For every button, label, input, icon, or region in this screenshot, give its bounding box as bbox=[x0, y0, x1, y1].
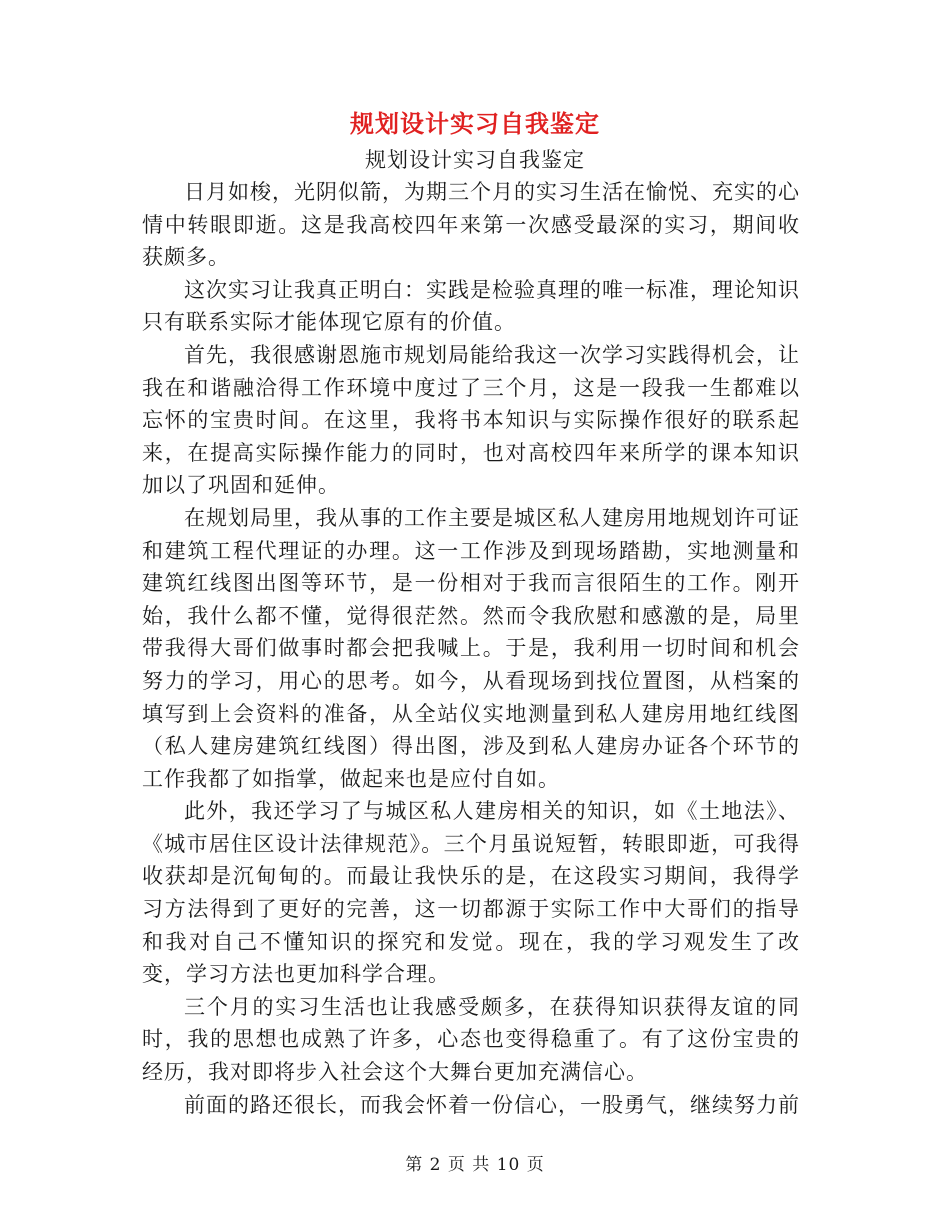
paragraph: 前面的路还很长，而我会怀着一份信心，一股勇气，继续努力前 bbox=[184, 1092, 800, 1117]
footer-suffix: 页 bbox=[526, 1155, 545, 1175]
total-page-count: 10 bbox=[496, 1155, 521, 1175]
paragraph: 日月如梭，光阴似箭，为期三个月的实习生活在愉悦、充实的心情中转眼即逝。这是我高校四年来第一次感受最深的实习，期间收获颇多。 bbox=[142, 180, 800, 270]
current-page-number: 2 bbox=[429, 1155, 442, 1175]
paragraph: 在规划局里，我从事的工作主要是城区私人建房用地规划许可证和建筑工程代理证的办理。这一工作涉及到现场踏勘，实地测量和建筑红线图出图等环节，是一份相对于我而言很陌生的工作。刚开始，我什么都不懂，觉得很茫然。然而令我欣慰和感激的是，局里带我得大哥们做事时都会把我喊上。于是，我利用一切时间和机会努力的学习，用心的思考。如今，从看现场到找位置图，从档案的填写到上会资料的准备，从全站仪实地测量到私人建房用地红线图（私人建房建筑红线图）得出图，涉及到私人建房办证各个环节的工作我都了如指掌，做起来也是应付自如。 bbox=[142, 505, 800, 791]
paragraph: 此外，我还学习了与城区私人建房相关的知识，如《土地法》、《城市居住区设计法律规范》。三个月虽说短暂，转眼即逝，可我得收获却是沉甸甸的。而最让我快乐的是，在这段实习期间，我得学习方法得到了更好的完善，这一切都源于实际工作中大哥们的指导和我对自己不懂知识的探究和发觉。现在，我的学习观发生了改变，学习方法也更加科学合理。 bbox=[142, 799, 800, 987]
paragraph: 这次实习让我真正明白：实践是检验真理的唯一标准，理论知识只有联系实际才能体现它原有的价值。 bbox=[142, 277, 800, 335]
footer-prefix: 第 bbox=[405, 1155, 424, 1175]
paragraph: 首先，我很感谢恩施市规划局能给我这一次学习实践得机会，让我在和谐融洽得工作环境中度过了三个月，这是一段我一生都难以忘怀的宝贵时间。在这里，我将书本知识与实际操作很好的联系起来，在提高实际操作能力的同时，也对高校四年来所学的课本知识加以了巩固和延伸。 bbox=[142, 342, 800, 498]
document-body bbox=[142, 176, 800, 1121]
paragraph: 三个月的实习生活也让我感受颇多，在获得知识获得友谊的同时，我的思想也成熟了许多，心态也变得稳重了。有了这份宝贵的经历，我对即将步入社会这个大舞台更加充满信心。 bbox=[142, 994, 800, 1085]
footer-middle: 页 共 bbox=[447, 1155, 491, 1175]
document-title: 规划设计实习自我鉴定 bbox=[350, 109, 600, 138]
page-footer bbox=[0, 1152, 950, 1178]
document-subtitle: 规划设计实习自我鉴定 bbox=[365, 148, 585, 172]
